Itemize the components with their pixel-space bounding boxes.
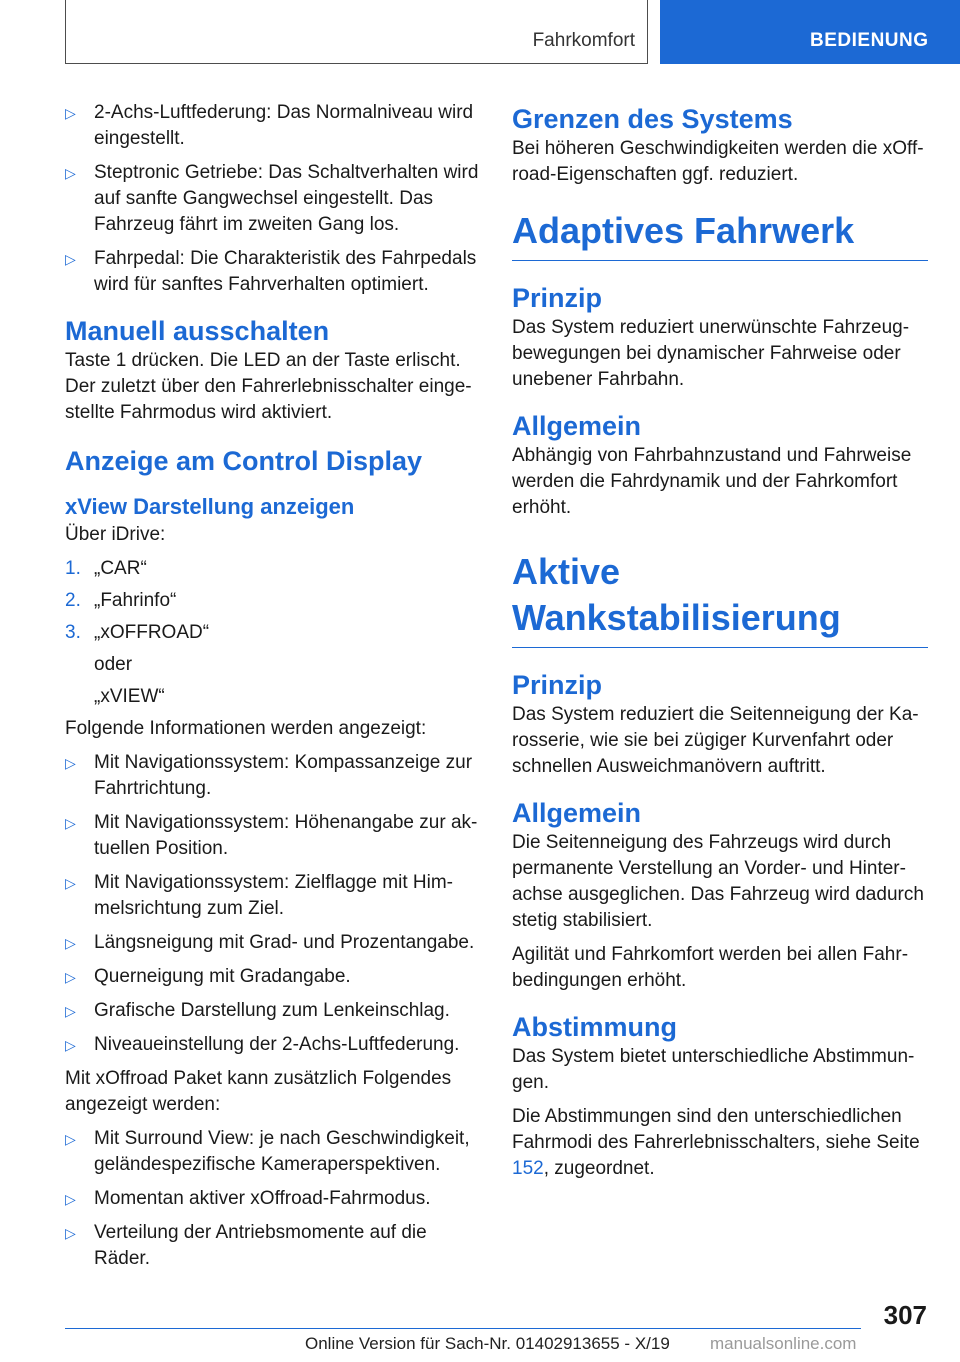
heading-prinzip-1: Prinzip: [512, 283, 603, 313]
paragraph-manuell: Taste 1 drücken. Die LED an der Taste erlischt. Der zuletzt über den Fahrerlebnisschalter einge-stellte Fahrmodus wird aktiviert.: [65, 350, 472, 423]
triangle-bullet-icon: ▷: [65, 935, 76, 951]
step3-alternative: „xVIEW“: [94, 686, 165, 707]
paragraph-idrive: Über iDrive:: [65, 524, 166, 545]
heading-adaptives-fahrwerk: Adaptives Fahrwerk: [512, 208, 928, 261]
heading-grenzen-des-systems: Grenzen des Systems: [512, 104, 793, 134]
footer-online-version: Online Version für Sach-Nr. 01402913655 - X/19: [305, 1334, 670, 1353]
triangle-bullet-icon: ▷: [65, 1003, 76, 1019]
paragraph-abstimmung-1: Das System bietet unterschiedliche Abstimmun-gen.: [512, 1046, 915, 1093]
list-item: ▷ 2-Achs-Luftfederung: Das Normalniveau wird eingestellt.: [65, 102, 474, 149]
triangle-bullet-icon: ▷: [65, 1037, 76, 1053]
triangle-bullet-icon: ▷: [65, 105, 76, 121]
list-item: ▷ Momentan aktiver xOffroad-Fahrmodus.: [65, 1186, 480, 1212]
heading-manuell-ausschalten: Manuell ausschalten: [65, 316, 330, 346]
triangle-bullet-icon: ▷: [65, 875, 76, 891]
footer-divider: [65, 1328, 861, 1329]
paragraph-folgende-infos: Folgende Informationen werden angezeigt:: [65, 718, 427, 739]
paragraph-abstimmung-2: Die Abstimmungen sind den unterschiedlichen Fahrmodi des Fahrerlebnisschalters, siehe Seite 152, zugeordnet.: [512, 1106, 920, 1179]
list-item: ▷ Steptronic Getriebe: Das Schaltverhalten wird auf sanfte Gangwechsel eingestellt. Das Fahrzeug fährt im zweiten Gang los.: [65, 162, 479, 235]
list-item: ▷ Querneigung mit Gradangabe.: [65, 964, 480, 990]
bullet-list-infos: [65, 750, 480, 1058]
paragraph-prinzip-1: Das System reduziert unerwünschte Fahrzeug-bewegungen bei dynamischer Fahrweise oder unebener Fahrbahn.: [512, 317, 910, 390]
paragraph-allgemein-1: Abhängig von Fahrbahnzustand und Fahrweise werden die Fahrdynamik und der Fahrkomfort erhöht.: [512, 445, 912, 518]
heading-anzeige-control-display: Anzeige am Control Display: [65, 446, 423, 476]
header-chapter-title: BEDIENUNG: [810, 30, 929, 51]
left-column: [65, 100, 480, 1280]
triangle-bullet-icon: ▷: [65, 1225, 76, 1241]
heading-allgemein-1: Allgemein: [512, 411, 642, 441]
triangle-bullet-icon: ▷: [65, 815, 76, 831]
step-item: 2. „Fahrinfo“: [65, 590, 177, 611]
triangle-bullet-icon: ▷: [65, 1131, 76, 1147]
heading-abstimmung: Abstimmung: [512, 1012, 677, 1042]
step-item: 1. „CAR“: [65, 558, 147, 579]
list-item: ▷ Mit Navigationssystem: Höhenangabe zur ak-tuellen Position.: [65, 812, 478, 859]
list-item: ▷ Niveaueinstellung der 2-Achs-Luftfederung.: [65, 1032, 480, 1058]
triangle-bullet-icon: ▷: [65, 251, 76, 267]
step3-oder: oder: [94, 654, 133, 675]
triangle-bullet-icon: ▷: [65, 755, 76, 771]
list-item: ▷ Fahrpedal: Die Charakteristik des Fahrpedals wird für sanftes Fahrverhalten optimiert.: [65, 248, 477, 295]
paragraph-prinzip-2: Das System reduziert die Seitenneigung der Ka-rosserie, wie sie bei zügiger Kurvenfahrt oder schnellen Ausweichmanövern auftritt.: [512, 704, 919, 777]
step-item: 3. „xOFFROAD“: [65, 622, 210, 643]
list-item: ▷ Mit Navigationssystem: Zielflagge mit Him-melsrichtung zum Ziel.: [65, 872, 453, 919]
triangle-bullet-icon: ▷: [65, 165, 76, 181]
watermark: manualsonline.com: [710, 1334, 857, 1353]
header-section-box: [65, 0, 648, 64]
list-item: ▷ Längsneigung mit Grad- und Prozentangabe.: [65, 930, 480, 956]
page-reference-link[interactable]: 152: [512, 1158, 544, 1179]
list-item: ▷ Mit Surround View: je nach Geschwindigkeit, geländespezifische Kameraperspektiven.: [65, 1128, 470, 1175]
bullet-list-modes: [65, 100, 480, 298]
paragraph-allgemein-2a: Die Seitenneigung des Fahrzeugs wird durch permanente Verstellung an Vorder- und Hinter-achse ausgeglichen. Das Fahrzeug wird dadurch stetig stabilisiert.: [512, 832, 924, 931]
heading-prinzip-2: Prinzip: [512, 670, 603, 700]
heading-aktive-wankstabilisierung: Aktive Wankstabilisierung: [512, 549, 928, 648]
list-item: ▷ Mit Navigationssystem: Kompassanzeige zur Fahrtrichtung.: [65, 752, 473, 799]
list-item: ▷ Verteilung der Antriebsmomente auf die Räder.: [65, 1222, 427, 1269]
triangle-bullet-icon: ▷: [65, 1191, 76, 1207]
paragraph-allgemein-2b: Agilität und Fahrkomfort werden bei allen Fahr-bedingungen erhöht.: [512, 944, 909, 991]
triangle-bullet-icon: ▷: [65, 969, 76, 985]
paragraph-xoffroad-paket: Mit xOffroad Paket kann zusätzlich Folgendes angezeigt werden:: [65, 1068, 452, 1115]
heading-xview-darstellung: xView Darstellung anzeigen: [65, 494, 355, 519]
bullet-list-paket: [65, 1126, 480, 1272]
heading-allgemein-2: Allgemein: [512, 798, 642, 828]
paragraph-grenzen: Bei höheren Geschwindigkeiten werden die xOff-road-Eigenschaften ggf. reduziert.: [512, 138, 924, 185]
numbered-steps: [65, 556, 480, 646]
header-section-title: Fahrkomfort: [532, 30, 635, 51]
list-item: ▷ Grafische Darstellung zum Lenkeinschlag.: [65, 998, 480, 1024]
page-number: 307: [883, 1300, 927, 1330]
right-column: [512, 100, 928, 1190]
header-chapter-tab: [660, 0, 960, 64]
